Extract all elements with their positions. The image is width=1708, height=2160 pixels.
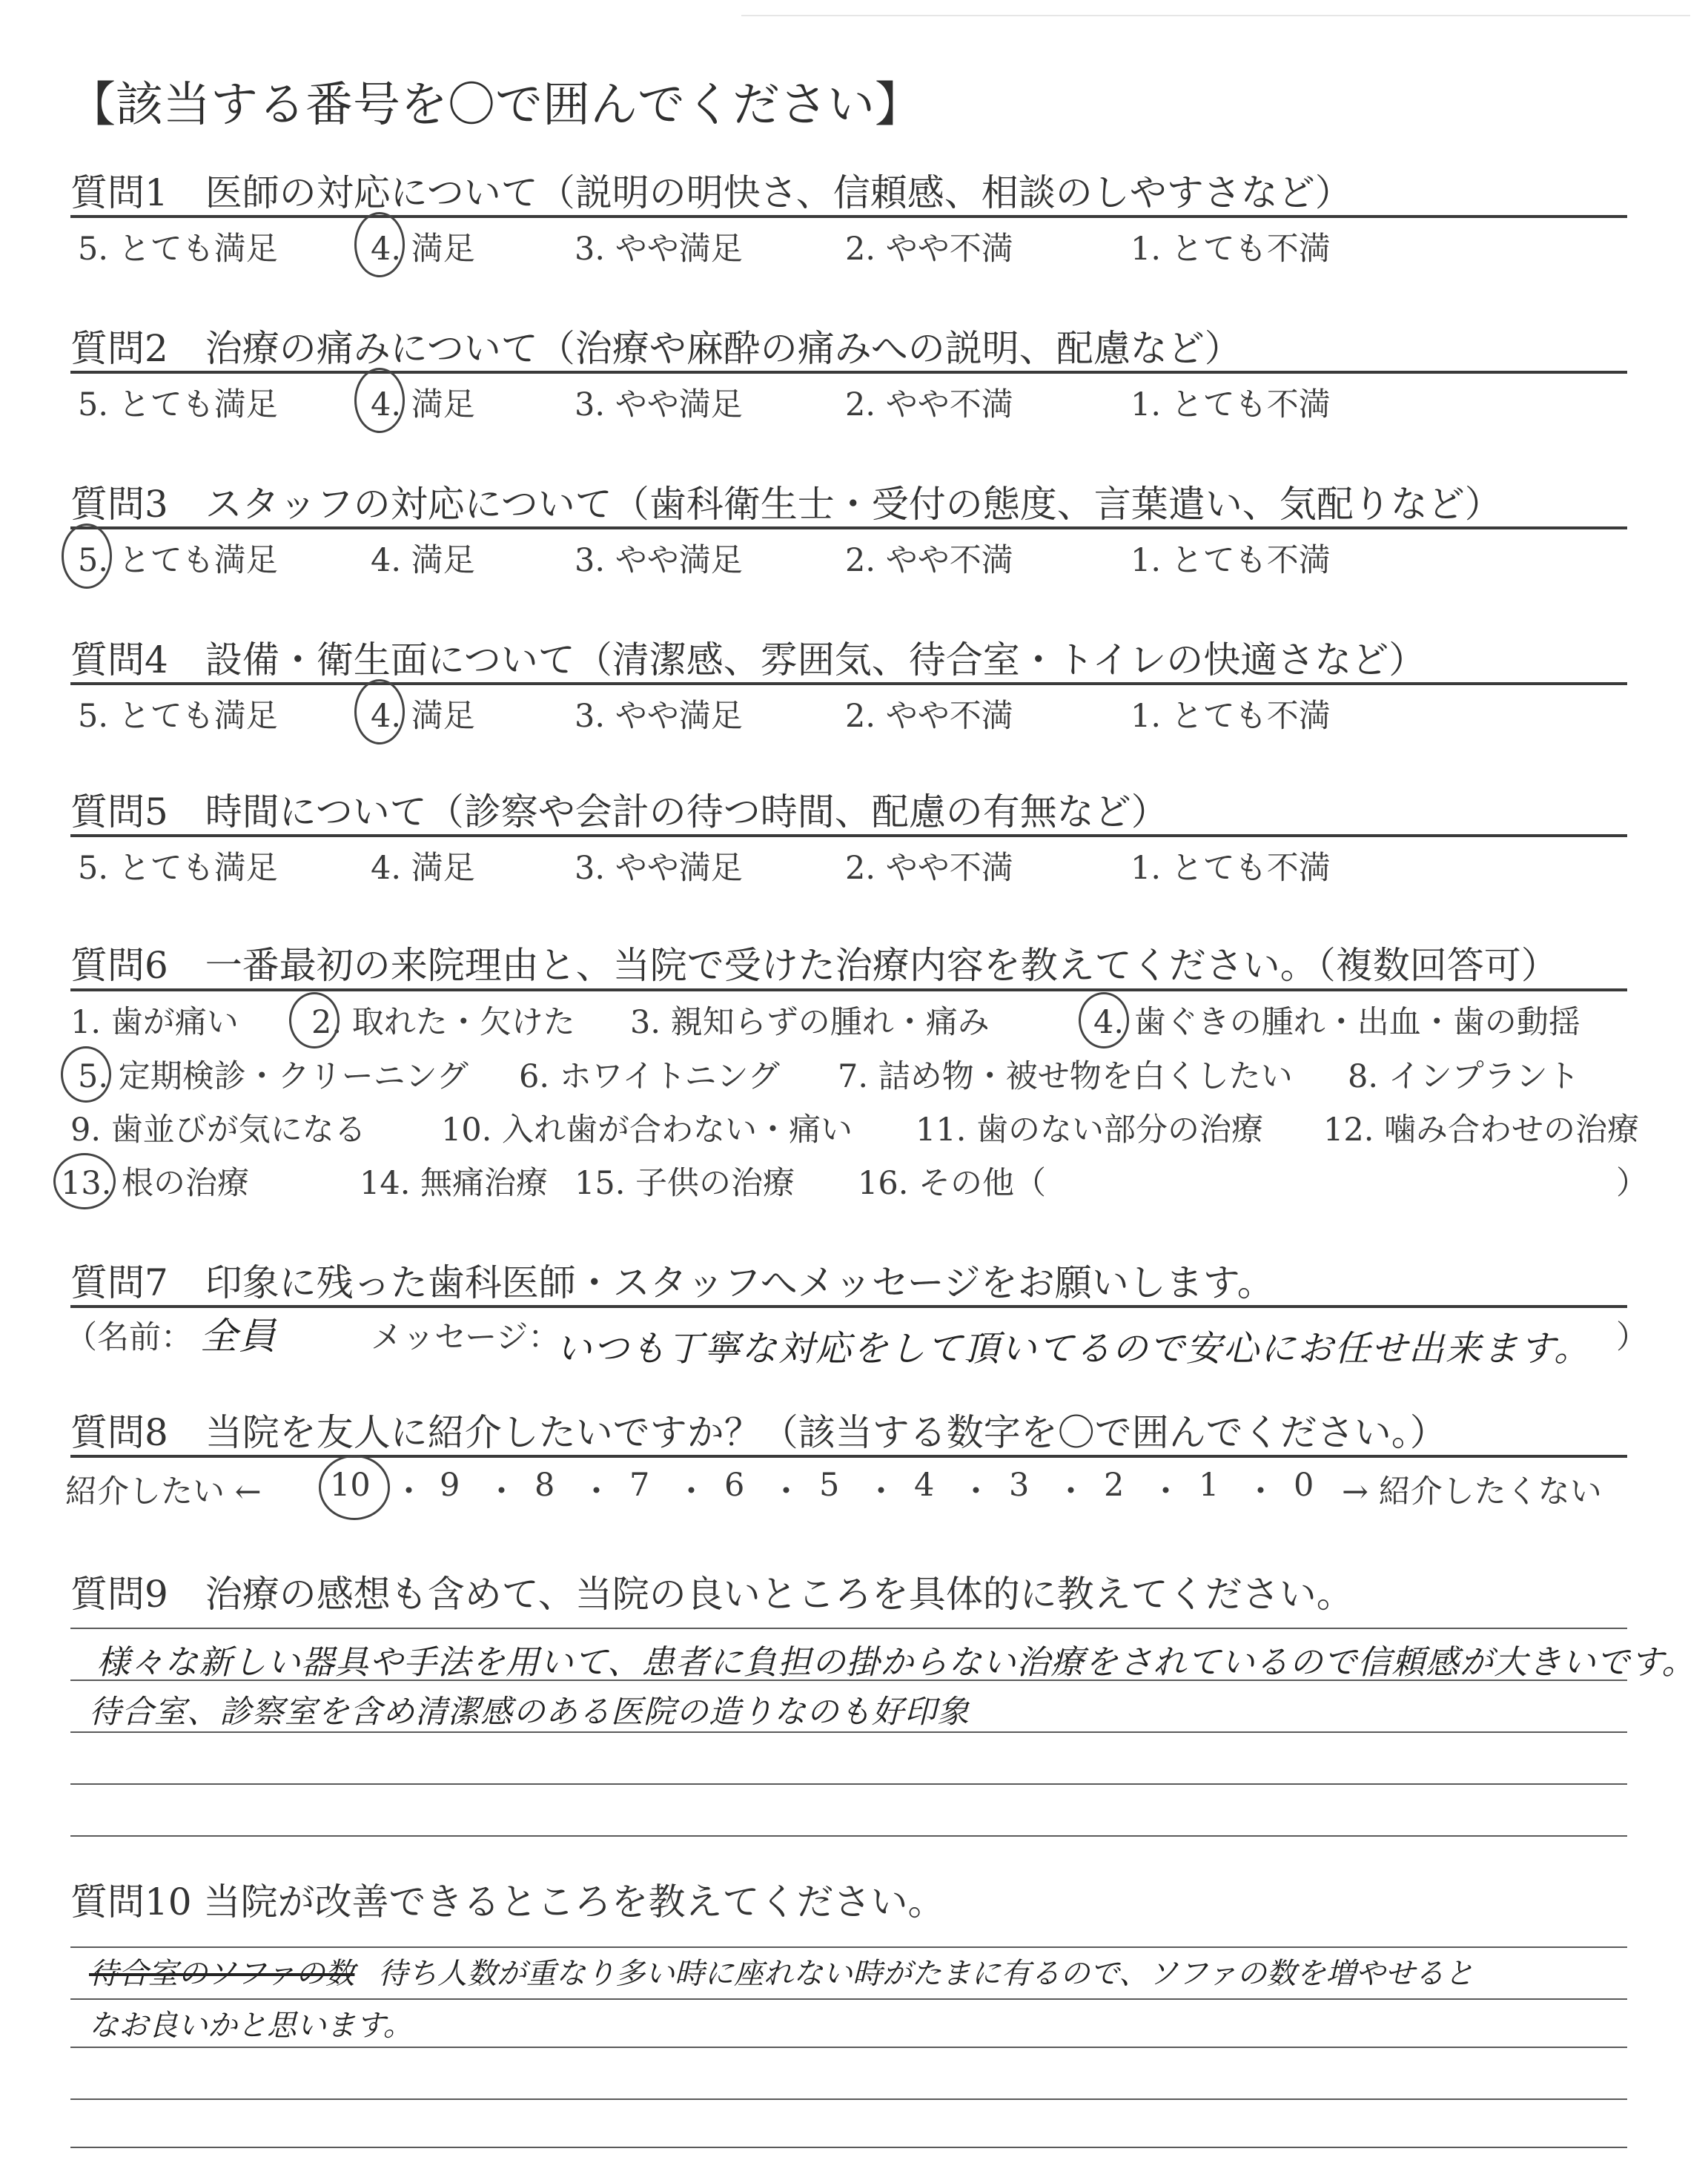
q6-option[interactable]: 15. 子供の治療 <box>575 1165 795 1202</box>
q5-option[interactable]: 4. 満足 <box>371 850 475 887</box>
q6-option[interactable]: 12. 噛み合わせの治療 <box>1323 1112 1640 1149</box>
q2-rule <box>70 371 1627 374</box>
q2-option[interactable]: 4. 満足 <box>371 386 475 423</box>
q8-scale-value[interactable]: 8 <box>534 1467 555 1504</box>
q8-separator-dot: ・ <box>770 1473 802 1510</box>
q6-option[interactable]: 2. 取れた・欠けた <box>311 1004 575 1041</box>
q2-option[interactable]: 2. やや不満 <box>845 386 1013 423</box>
q10-rule-1 <box>70 1946 1627 1948</box>
q8-separator-dot: ・ <box>580 1473 612 1510</box>
q1-option[interactable]: 2. やや不満 <box>845 231 1013 268</box>
q1-option[interactable]: 3. やや満足 <box>575 231 743 268</box>
q6-option[interactable]: 9. 歯並びが気になる <box>70 1112 366 1149</box>
q7-message-label: メッセージ： <box>371 1319 560 1356</box>
q6-option[interactable]: 6. ホワイトニング <box>519 1058 780 1095</box>
q10-rule-5 <box>70 2147 1627 2148</box>
q2-option[interactable]: 5. とても満足 <box>78 386 278 423</box>
q5-option[interactable]: 2. やや不満 <box>845 850 1013 887</box>
q6-title: 質問6 一番最初の来院理由と、当院で受けた治療内容を教えてください。（複数回答可） <box>70 944 1558 987</box>
q6-option[interactable]: 14. 無痛治療 <box>360 1165 549 1202</box>
q6-option[interactable]: 1. 歯が痛い <box>70 1004 239 1041</box>
q1-title: 質問1 医師の対応について（説明の明快さ、信頼感、相談のしやすさなど） <box>70 171 1352 214</box>
q7-message-value: いつも丁寧な対応をして頂いてるので安心にお任せ出来ます。 <box>556 1328 1592 1370</box>
q2-option[interactable]: 1. とても不満 <box>1131 386 1331 423</box>
q4-title: 質問4 設備・衛生面について（清潔感、雰囲気、待合室・トイレの快適さなど） <box>70 638 1426 681</box>
q3-selected-circle <box>62 524 112 589</box>
q6-option[interactable]: 13. 根の治療 <box>61 1165 250 1202</box>
q2-option[interactable]: 3. やや満足 <box>575 386 743 423</box>
q6-option[interactable]: 10. 入れ歯が合わない・痛い <box>441 1112 853 1149</box>
q8-scale-value[interactable]: 6 <box>724 1467 745 1504</box>
q10-rule-3 <box>70 2047 1627 2048</box>
q8-scale-value[interactable]: 2 <box>1104 1467 1125 1504</box>
q2-title: 質問2 治療の痛みについて（治療や麻酔の痛みへの説明、配慮など） <box>70 327 1242 370</box>
q6-option[interactable]: 8. インプラント <box>1348 1058 1580 1095</box>
q8-separator-dot: ・ <box>675 1473 707 1510</box>
q3-rule <box>70 526 1627 529</box>
q1-rule <box>70 215 1627 218</box>
q4-option[interactable]: 1. とても不満 <box>1131 698 1331 735</box>
q8-separator-dot: ・ <box>1245 1473 1277 1510</box>
q6-option[interactable]: 5. 定期検診・クリーニング <box>78 1058 469 1095</box>
q7-title: 質問7 印象に残った歯科医師・スタッフへメッセージをお願いします。 <box>70 1261 1274 1304</box>
q10-answer-line-1: 待ち人数が重なり多い時に座れない時がたまに有るので、ソファの数を増やせると <box>378 1957 1474 1991</box>
q9-rule-5 <box>70 1835 1627 1837</box>
q10-struck-text: 待合室のソファの数 <box>89 1957 355 1991</box>
q1-option[interactable]: 1. とても不満 <box>1131 231 1331 268</box>
q6-selected-circle <box>1079 992 1129 1048</box>
q7-rule <box>70 1305 1627 1308</box>
q8-scale-value[interactable]: 5 <box>819 1467 840 1504</box>
q9-rule-1 <box>70 1628 1627 1629</box>
q6-option[interactable]: 3. 親知らずの腫れ・痛み <box>630 1004 990 1041</box>
q4-option[interactable]: 4. 満足 <box>371 698 475 735</box>
q7-name-value: 全員 <box>200 1315 277 1358</box>
q3-title: 質問3 スタッフの対応について（歯科衛生士・受付の態度、言葉遣い、気配りなど） <box>70 483 1502 526</box>
q4-option[interactable]: 3. やや満足 <box>575 698 743 735</box>
q9-title: 質問9 治療の感想も含めて、当院の良いところを具体的に教えてください。 <box>70 1573 1354 1616</box>
q10-rule-4 <box>70 2098 1627 2100</box>
q10-title: 質問10 当院が改善できるところを教えてください。 <box>70 1880 945 1923</box>
q8-scale-value[interactable]: 9 <box>440 1467 460 1504</box>
q1-option[interactable]: 4. 満足 <box>371 231 475 268</box>
q7-name-label: （名前： <box>65 1319 193 1356</box>
q6-rule <box>70 988 1627 991</box>
q6-option[interactable]: 16. その他（ <box>858 1165 1047 1202</box>
q8-scale-value[interactable]: 10 <box>330 1467 371 1504</box>
q8-separator-dot: ・ <box>960 1473 992 1510</box>
q8-scale-value[interactable]: 3 <box>1009 1467 1030 1504</box>
q8-scale-value[interactable]: 7 <box>629 1467 650 1504</box>
q8-separator-dot: ・ <box>486 1473 517 1510</box>
q4-option[interactable]: 5. とても満足 <box>78 698 278 735</box>
q6-selected-circle <box>61 1046 111 1103</box>
scan-edge-line <box>741 15 1690 16</box>
q9-answer-line-2: 待合室、診察室を含め清潔感のある医院の造りなのも好印象 <box>89 1694 970 1731</box>
q8-title: 質問8 当院を友人に紹介したいですか？（該当する数字を〇で囲んでください。） <box>70 1411 1447 1454</box>
q4-rule <box>70 682 1627 685</box>
q4-option[interactable]: 2. やや不満 <box>845 698 1013 735</box>
q8-rule <box>70 1455 1627 1458</box>
q6-option[interactable]: 7. 詰め物・被せ物を白くしたい <box>838 1058 1293 1095</box>
q5-option[interactable]: 1. とても不満 <box>1131 850 1331 887</box>
q8-separator-dot: ・ <box>1055 1473 1087 1510</box>
q8-separator-dot: ・ <box>1150 1473 1182 1510</box>
q3-option[interactable]: 2. やや不満 <box>845 542 1013 579</box>
q6-close-paren: ） <box>1616 1165 1648 1202</box>
q3-option[interactable]: 4. 満足 <box>371 542 475 579</box>
q10-answer-line-2: なお良いかと思います。 <box>89 2009 413 2043</box>
q1-option[interactable]: 5. とても満足 <box>78 231 278 268</box>
q8-separator-dot: ・ <box>865 1473 897 1510</box>
q4-selected-circle <box>354 679 405 744</box>
q3-option[interactable]: 1. とても不満 <box>1131 542 1331 579</box>
q5-option[interactable]: 3. やや満足 <box>575 850 743 887</box>
q5-option[interactable]: 5. とても満足 <box>78 850 278 887</box>
q10-rule-2 <box>70 1998 1627 2000</box>
page-heading: 【該当する番号を〇で囲んでください】 <box>68 78 922 133</box>
q6-selected-circle <box>53 1153 116 1209</box>
q3-option[interactable]: 5. とても満足 <box>78 542 278 579</box>
q8-left-label: 紹介したい ← <box>65 1473 262 1510</box>
q8-right-label: → 紹介したくない <box>1342 1473 1602 1510</box>
q6-selected-circle <box>289 992 340 1048</box>
q8-scale-value[interactable]: 4 <box>914 1467 935 1504</box>
q8-selected-circle <box>319 1455 390 1520</box>
q2-selected-circle <box>354 368 405 433</box>
q8-scale-value[interactable]: 0 <box>1294 1467 1314 1504</box>
q9-answer-line-1: 様々な新しい器具や手法を用いて、患者に負担の掛からない治療をされているので信頼感が大きいです。 <box>96 1642 1696 1682</box>
q1-selected-circle <box>354 212 405 277</box>
q5-rule <box>70 834 1627 837</box>
q9-rule-4 <box>70 1783 1627 1785</box>
q5-title: 質問5 時間について（診察や会計の待つ時間、配慮の有無など） <box>70 790 1168 833</box>
q8-separator-dot: ・ <box>393 1473 425 1510</box>
q3-option[interactable]: 3. やや満足 <box>575 542 743 579</box>
q6-option[interactable]: 4. 歯ぐきの腫れ・出血・歯の動揺 <box>1093 1004 1580 1041</box>
q6-option[interactable]: 11. 歯のない部分の治療 <box>916 1112 1264 1149</box>
q8-scale-value[interactable]: 1 <box>1199 1467 1219 1504</box>
q7-close-paren: ） <box>1616 1319 1648 1356</box>
